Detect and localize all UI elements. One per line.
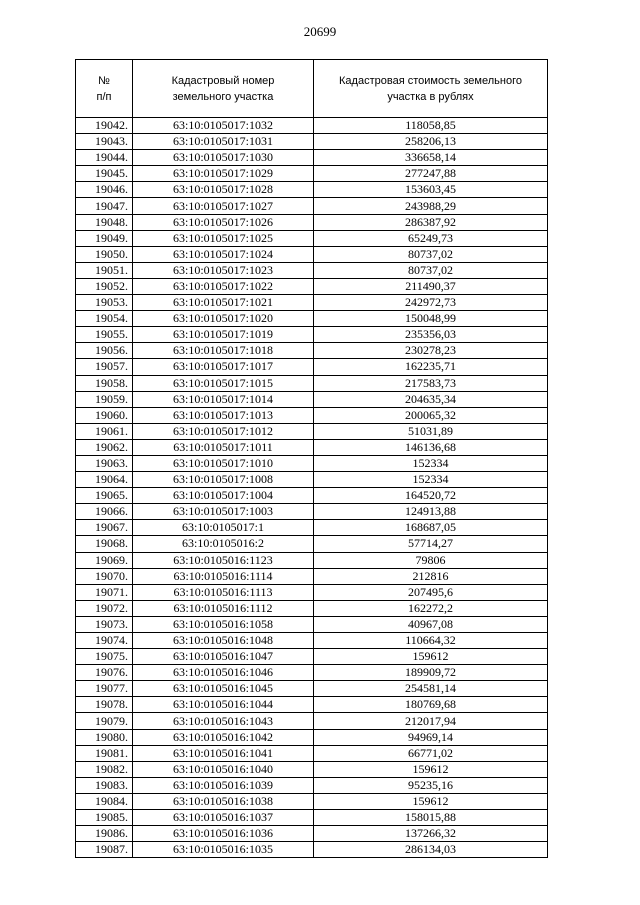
cadastral-value: 212017,94 <box>314 713 548 729</box>
row-number: 19073. <box>76 616 133 632</box>
cadastral-number: 63:10:0105017:1011 <box>133 439 314 455</box>
table-header <box>76 60 548 118</box>
row-number: 19049. <box>76 230 133 246</box>
row-number: 19055. <box>76 327 133 343</box>
table-row <box>76 488 548 504</box>
row-number: 19060. <box>76 407 133 423</box>
table-row <box>76 729 548 745</box>
cadastral-value: 243988,29 <box>314 198 548 214</box>
cadastral-value: 168687,05 <box>314 520 548 536</box>
row-number: 19079. <box>76 713 133 729</box>
table-row <box>76 166 548 182</box>
row-number: 19048. <box>76 214 133 230</box>
cadastral-number: 63:10:0105016:1123 <box>133 552 314 568</box>
table-row <box>76 584 548 600</box>
row-number: 19067. <box>76 520 133 536</box>
cadastral-value: 152334 <box>314 472 548 488</box>
cadastral-value: 57714,27 <box>314 536 548 552</box>
cadastral-value: 162272,2 <box>314 600 548 616</box>
header-row <box>76 60 548 118</box>
cadastral-value: 40967,08 <box>314 616 548 632</box>
cadastral-value: 159612 <box>314 761 548 777</box>
table-row <box>76 214 548 230</box>
table-row <box>76 826 548 842</box>
row-number: 19057. <box>76 359 133 375</box>
row-number: 19042. <box>76 118 133 134</box>
cadastral-number: 63:10:0105017:1003 <box>133 504 314 520</box>
cadastral-value: 94969,14 <box>314 729 548 745</box>
cadastral-number: 63:10:0105016:1045 <box>133 681 314 697</box>
cadastral-value: 164520,72 <box>314 488 548 504</box>
cadastral-value: 336658,14 <box>314 150 548 166</box>
row-number: 19065. <box>76 488 133 504</box>
cadastral-value-table <box>75 59 548 858</box>
cadastral-number: 63:10:0105016:1058 <box>133 616 314 632</box>
cadastral-number: 63:10:0105017:1 <box>133 520 314 536</box>
table-row <box>76 649 548 665</box>
cadastral-number: 63:10:0105017:1008 <box>133 472 314 488</box>
cadastral-number: 63:10:0105017:1010 <box>133 455 314 471</box>
row-number: 19076. <box>76 665 133 681</box>
cadastral-number: 63:10:0105017:1031 <box>133 134 314 150</box>
table-row <box>76 761 548 777</box>
cadastral-number: 63:10:0105017:1014 <box>133 391 314 407</box>
cadastral-value: 124913,88 <box>314 504 548 520</box>
cadastral-value: 153603,45 <box>314 182 548 198</box>
row-number: 19087. <box>76 842 133 858</box>
row-number: 19059. <box>76 391 133 407</box>
row-number: 19081. <box>76 745 133 761</box>
cadastral-value: 211490,37 <box>314 278 548 294</box>
row-number: 19084. <box>76 793 133 809</box>
cadastral-number: 63:10:0105017:1013 <box>133 407 314 423</box>
cadastral-value: 159612 <box>314 649 548 665</box>
row-number: 19054. <box>76 311 133 327</box>
table-row <box>76 439 548 455</box>
cadastral-value: 137266,32 <box>314 826 548 842</box>
cadastral-number: 63:10:0105016:1039 <box>133 777 314 793</box>
cadastral-value: 207495,6 <box>314 584 548 600</box>
table-row <box>76 713 548 729</box>
cadastral-number: 63:10:0105016:2 <box>133 536 314 552</box>
table-row <box>76 810 548 826</box>
cadastral-number: 63:10:0105016:1112 <box>133 600 314 616</box>
cadastral-value: 242972,73 <box>314 295 548 311</box>
row-number: 19044. <box>76 150 133 166</box>
cadastral-number: 63:10:0105017:1022 <box>133 278 314 294</box>
cadastral-value: 110664,32 <box>314 633 548 649</box>
cadastral-value: 286134,03 <box>314 842 548 858</box>
row-number: 19045. <box>76 166 133 182</box>
cadastral-value: 189909,72 <box>314 665 548 681</box>
cadastral-value: 95235,16 <box>314 777 548 793</box>
row-number: 19063. <box>76 455 133 471</box>
cadastral-number: 63:10:0105017:1026 <box>133 214 314 230</box>
table-row <box>76 504 548 520</box>
table-row <box>76 278 548 294</box>
row-number: 19072. <box>76 600 133 616</box>
row-number: 19078. <box>76 697 133 713</box>
header-cadastral-value: Кадастровая стоимость земельного участка в рублях <box>314 60 548 118</box>
row-number: 19043. <box>76 134 133 150</box>
table-row <box>76 665 548 681</box>
cadastral-number: 63:10:0105016:1036 <box>133 826 314 842</box>
cadastral-number: 63:10:0105017:1028 <box>133 182 314 198</box>
table-row <box>76 616 548 632</box>
table-row <box>76 842 548 858</box>
cadastral-value: 159612 <box>314 793 548 809</box>
cadastral-number: 63:10:0105017:1017 <box>133 359 314 375</box>
row-number: 19083. <box>76 777 133 793</box>
table-row <box>76 118 548 134</box>
table-row <box>76 423 548 439</box>
cadastral-value: 158015,88 <box>314 810 548 826</box>
cadastral-value: 152334 <box>314 455 548 471</box>
cadastral-number: 63:10:0105016:1114 <box>133 568 314 584</box>
cadastral-value: 230278,23 <box>314 343 548 359</box>
table-row <box>76 681 548 697</box>
cadastral-number: 63:10:0105017:1023 <box>133 262 314 278</box>
table-row <box>76 552 548 568</box>
row-number: 19052. <box>76 278 133 294</box>
table-row <box>76 134 548 150</box>
cadastral-value: 146136,68 <box>314 439 548 455</box>
row-number: 19064. <box>76 472 133 488</box>
cadastral-number: 63:10:0105016:1041 <box>133 745 314 761</box>
cadastral-number: 63:10:0105016:1038 <box>133 793 314 809</box>
cadastral-number: 63:10:0105016:1113 <box>133 584 314 600</box>
table-row <box>76 246 548 262</box>
row-number: 19056. <box>76 343 133 359</box>
table-row <box>76 568 548 584</box>
row-number: 19085. <box>76 810 133 826</box>
row-number: 19066. <box>76 504 133 520</box>
table-row <box>76 536 548 552</box>
cadastral-number: 63:10:0105017:1027 <box>133 198 314 214</box>
cadastral-number: 63:10:0105017:1018 <box>133 343 314 359</box>
table-row <box>76 777 548 793</box>
row-number: 19080. <box>76 729 133 745</box>
table-row <box>76 520 548 536</box>
cadastral-number: 63:10:0105017:1012 <box>133 423 314 439</box>
cadastral-value: 150048,99 <box>314 311 548 327</box>
cadastral-number: 63:10:0105016:1037 <box>133 810 314 826</box>
cadastral-value: 254581,14 <box>314 681 548 697</box>
table-row <box>76 600 548 616</box>
row-number: 19070. <box>76 568 133 584</box>
cadastral-number: 63:10:0105016:1046 <box>133 665 314 681</box>
table-row <box>76 697 548 713</box>
table-row <box>76 359 548 375</box>
cadastral-value: 162235,71 <box>314 359 548 375</box>
table-row <box>76 230 548 246</box>
row-number: 19053. <box>76 295 133 311</box>
cadastral-number: 63:10:0105017:1015 <box>133 375 314 391</box>
row-number: 19068. <box>76 536 133 552</box>
table-row <box>76 407 548 423</box>
header-number: № п/п <box>76 60 133 118</box>
page-number: 20699 <box>303 24 337 39</box>
table-row <box>76 262 548 278</box>
cadastral-value: 204635,34 <box>314 391 548 407</box>
row-number: 19051. <box>76 262 133 278</box>
row-number: 19062. <box>76 439 133 455</box>
cadastral-number: 63:10:0105017:1032 <box>133 118 314 134</box>
cadastral-value: 51031,89 <box>314 423 548 439</box>
cadastral-value: 80737,02 <box>314 246 548 262</box>
row-number: 19047. <box>76 198 133 214</box>
row-number: 19074. <box>76 633 133 649</box>
cadastral-value: 180769,68 <box>314 697 548 713</box>
cadastral-number: 63:10:0105017:1019 <box>133 327 314 343</box>
table-row <box>76 472 548 488</box>
table-row <box>76 198 548 214</box>
row-number: 19075. <box>76 649 133 665</box>
row-number: 19046. <box>76 182 133 198</box>
cadastral-value: 200065,32 <box>314 407 548 423</box>
table-row <box>76 327 548 343</box>
cadastral-value: 79806 <box>314 552 548 568</box>
cadastral-value: 235356,03 <box>314 327 548 343</box>
cadastral-value: 65249,73 <box>314 230 548 246</box>
row-number: 19077. <box>76 681 133 697</box>
cadastral-number: 63:10:0105017:1021 <box>133 295 314 311</box>
cadastral-value: 286387,92 <box>314 214 548 230</box>
cadastral-number: 63:10:0105017:1004 <box>133 488 314 504</box>
table-row <box>76 391 548 407</box>
cadastral-number: 63:10:0105017:1020 <box>133 311 314 327</box>
cadastral-number: 63:10:0105016:1042 <box>133 729 314 745</box>
cadastral-value: 66771,02 <box>314 745 548 761</box>
table-row <box>76 745 548 761</box>
table-row <box>76 182 548 198</box>
table-row <box>76 633 548 649</box>
cadastral-number: 63:10:0105016:1047 <box>133 649 314 665</box>
cadastral-number: 63:10:0105017:1030 <box>133 150 314 166</box>
cadastral-value: 277247,88 <box>314 166 548 182</box>
cadastral-value: 80737,02 <box>314 262 548 278</box>
table-row <box>76 455 548 471</box>
table-row <box>76 793 548 809</box>
row-number: 19086. <box>76 826 133 842</box>
table-row <box>76 343 548 359</box>
header-cadastral-number: Кадастровый номер земельного участка <box>133 60 314 118</box>
cadastral-number: 63:10:0105016:1048 <box>133 633 314 649</box>
table-row <box>76 295 548 311</box>
row-number: 19071. <box>76 584 133 600</box>
row-number: 19069. <box>76 552 133 568</box>
table-body <box>76 118 548 858</box>
cadastral-number: 63:10:0105016:1040 <box>133 761 314 777</box>
cadastral-number: 63:10:0105016:1043 <box>133 713 314 729</box>
cadastral-value: 212816 <box>314 568 548 584</box>
cadastral-number: 63:10:0105017:1024 <box>133 246 314 262</box>
cadastral-number: 63:10:0105017:1029 <box>133 166 314 182</box>
row-number: 19058. <box>76 375 133 391</box>
cadastral-number: 63:10:0105017:1025 <box>133 230 314 246</box>
cadastral-number: 63:10:0105016:1035 <box>133 842 314 858</box>
table-row <box>76 375 548 391</box>
row-number: 19050. <box>76 246 133 262</box>
cadastral-value: 118058,85 <box>314 118 548 134</box>
table-row <box>76 150 548 166</box>
row-number: 19061. <box>76 423 133 439</box>
row-number: 19082. <box>76 761 133 777</box>
cadastral-value: 217583,73 <box>314 375 548 391</box>
cadastral-value: 258206,13 <box>314 134 548 150</box>
table-row <box>76 311 548 327</box>
cadastral-number: 63:10:0105016:1044 <box>133 697 314 713</box>
